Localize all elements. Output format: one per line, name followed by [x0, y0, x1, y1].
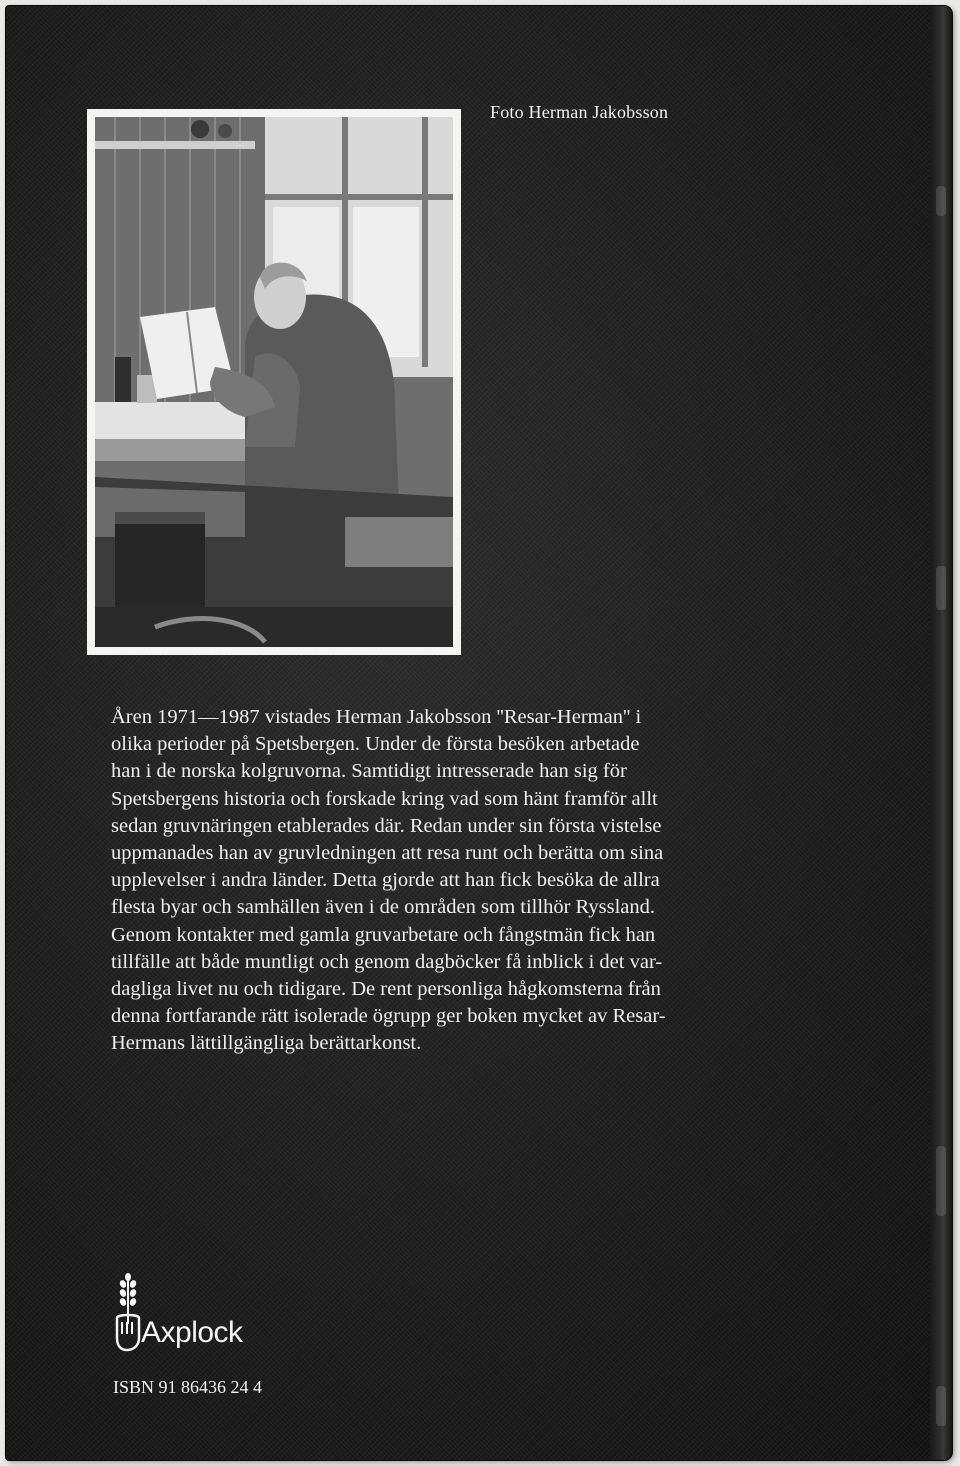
author-photo-image: [95, 117, 453, 647]
description-line: Åren 1971—1987 vistades Herman Jakobsson ''Resar-Herman'' i: [111, 706, 642, 728]
description-line: dagliga livet nu och tidigare. De rent personliga hågkomsterna från: [111, 978, 661, 1001]
description-line: upplevelser i andra länder. Detta gjorde att han fick besöka de allra: [111, 869, 660, 892]
wheat-ear-hand-icon: [111, 1272, 145, 1352]
description-line: Hermans lättillgängliga berättarkonst.: [111, 1032, 422, 1055]
spine-edge: [930, 6, 952, 1460]
description-line: uppmanades han av gruvledningen att resa runt och berätta om sina: [111, 842, 664, 865]
wear-mark: [936, 186, 946, 216]
isbn-number: ISBN 91 86436 24 4: [113, 1377, 263, 1397]
wear-mark: [936, 1146, 946, 1216]
description-line: denna fortfarande rätt isolerade ögrupp ger boken mycket av Resar-: [111, 1005, 666, 1028]
book-description: [111, 704, 761, 1058]
description-line: olika perioder på Spetsbergen. Under de första besöken arbetade: [111, 733, 640, 756]
description-line: tillfälle att både muntligt och genom dagböcker få inblick i det var-: [111, 950, 663, 973]
author-photo: [87, 109, 461, 655]
wear-mark: [936, 566, 946, 610]
publisher-logo: [111, 1272, 243, 1352]
wear-mark: [936, 1386, 946, 1426]
description-line: Spetsbergens historia och forskade kring vad som hänt framför allt: [111, 787, 658, 810]
description-line: han i de norska kolgruvorna. Samtidigt intresserade han sig för: [111, 760, 627, 783]
description-line: sedan gruvnäringen etablerades där. Redan under sin första vistelse: [111, 814, 662, 837]
publisher-name: Axplock: [141, 1316, 243, 1349]
description-line: Genom kontakter med gamla gruvarbetare och fångstmän fick han: [111, 923, 656, 946]
description-line: flesta byar och samhällen även i de områden som tillhör Ryssland.: [111, 896, 656, 919]
photo-credit: Foto Herman Jakobsson: [490, 102, 669, 122]
